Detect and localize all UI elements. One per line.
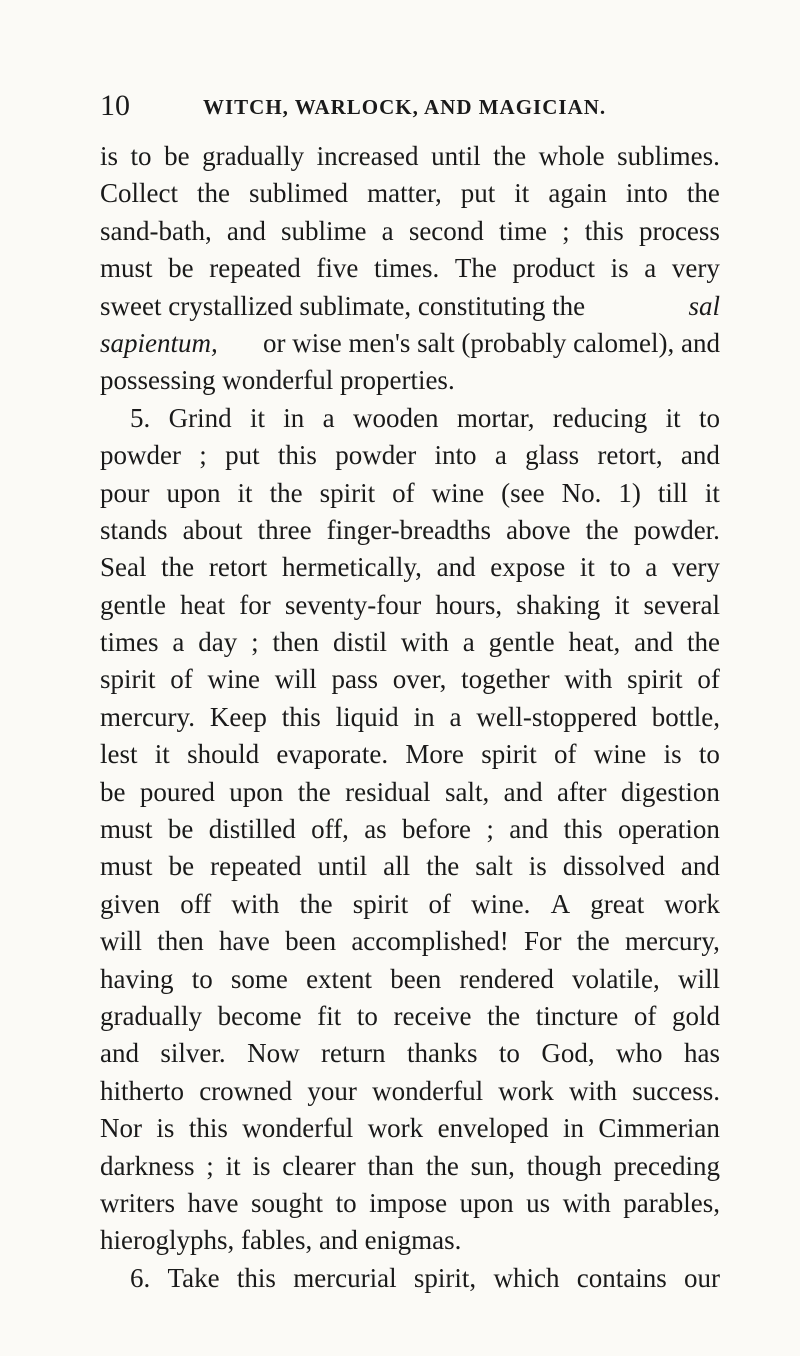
word: into [434,440,477,471]
text-line [100,661,720,698]
word: gradually [202,141,305,171]
text-line [100,1035,720,1072]
text-line [100,213,720,250]
word: which [493,1262,560,1293]
word: enveloped [437,1113,549,1144]
word: preceding [613,1150,720,1181]
word: Collect [100,178,178,209]
word: the [493,141,527,171]
word: wooden [352,402,439,433]
word: in [283,402,305,433]
word: of [428,888,451,919]
word: lest [100,739,138,770]
text-line [100,811,720,848]
word: a [381,215,394,246]
text-line [100,736,720,773]
text-line [100,1148,720,1185]
word: is [610,253,629,284]
word: the [269,477,303,508]
word: it [225,1150,241,1181]
paragraph-start [100,1260,720,1297]
italic-term: sapientum, [100,327,218,358]
word: should [187,739,260,770]
word: the [585,514,619,545]
text-segment: sweet crystallized sublimate, constituting the [100,290,586,321]
text-line [100,923,720,960]
word: to [130,141,152,171]
word: sun, [470,1150,515,1181]
word: distilled [208,814,296,845]
word: this [563,814,603,845]
word: great [590,888,645,919]
word: stands [100,514,168,545]
word: been [285,926,337,957]
word: bottle, [651,701,720,732]
word: Take [167,1262,220,1293]
word: work [367,1113,424,1144]
word: of [392,477,415,508]
word: it [249,402,265,433]
text-line: possessing wonderful properties. [100,365,455,396]
word: three [257,514,312,545]
italic-term: sal [688,290,720,321]
word: 5. [130,402,151,433]
word: Grind [168,402,232,433]
text-line [100,886,720,923]
word: till [657,477,688,508]
word: some [230,963,288,994]
word: spirit [319,477,376,508]
word: of [697,664,720,695]
word: ; [206,1150,214,1181]
word: sublimed [249,178,349,209]
word: darkness [100,1150,195,1181]
word: the [576,926,610,957]
word: the [426,851,460,882]
text-line [100,624,720,661]
text-line [100,848,720,885]
word: it [579,552,595,583]
word: and [226,215,266,246]
word: must [100,253,153,284]
word: distil [332,627,387,658]
word: several [643,589,720,620]
word: spirit [352,888,409,919]
body-text [100,138,720,1297]
word: Seal [100,552,147,583]
word: clearer [282,1150,356,1181]
word: silver. [160,1038,226,1069]
word: put [225,440,260,471]
word: will [274,664,317,695]
word: residual [345,776,431,807]
word: have [218,926,270,957]
word: work [498,1075,554,1106]
word: this [584,215,624,246]
word: a [462,627,475,658]
word: retort, [597,440,663,471]
word: with [400,627,449,658]
word: a [645,552,658,583]
word: repeated [210,851,302,882]
word: extent [306,963,373,994]
word: must [100,814,153,845]
word: heat [180,589,226,620]
word: of [633,1000,657,1031]
word: A [550,888,571,919]
text-line [100,250,720,287]
word: sublimes. [617,141,720,171]
word: will [677,963,720,994]
word: reducing [552,402,648,433]
word: wine [207,664,260,695]
word: then [157,926,204,957]
word: this [277,440,317,471]
word: wine [431,477,485,508]
word: as [364,814,387,845]
word: into [625,178,668,209]
word: to [191,963,213,994]
word: it [154,739,170,770]
word: about [182,514,243,545]
word: and [634,627,674,658]
word: More [405,739,464,770]
text-line [100,475,720,512]
word: ; [486,814,494,845]
word: sublime [281,215,367,246]
word: and [680,440,720,471]
text-line [100,1185,720,1222]
word: mercury, [624,926,720,957]
word: whole [538,141,605,171]
word: to [609,552,631,583]
text-line [100,549,720,586]
word: given [100,888,160,919]
word: be [164,141,190,171]
word: been [390,963,442,994]
text-line [100,699,720,736]
word: No. [561,477,602,508]
text-line [100,1110,720,1147]
word: wine [593,739,647,770]
word: sand-bath, [100,215,212,246]
running-title: WITCH, WARLOCK, AND MAGICIAN. [203,95,607,119]
word: salt [475,851,513,882]
word: contains [576,1262,667,1293]
word: the [299,888,333,919]
word: Nor [100,1113,142,1144]
word: be [100,776,126,807]
word: it [665,402,681,433]
word: gentle [488,627,555,658]
word: is [663,739,682,770]
word: The [454,253,497,284]
word: gold [671,1000,720,1031]
word: times [100,627,159,658]
word: ; [199,440,207,471]
word: to [498,1038,520,1069]
word: dissolved [562,851,665,882]
word: again [548,178,607,209]
paragraph-start [100,400,720,437]
word: the [425,1150,459,1181]
word: gentle [100,589,166,620]
word: until [431,141,481,171]
word: ; [562,215,570,246]
text-line [100,325,720,362]
word: having [100,963,174,994]
word: wonderful [372,1075,484,1106]
word: though [526,1150,602,1181]
word: to [356,1000,378,1031]
word: Now [247,1038,300,1069]
text-line [100,437,720,474]
text-line [100,774,720,811]
word: times. [373,253,440,284]
word: pour [100,477,150,508]
word: return [321,1038,386,1069]
word: wine. [471,888,531,919]
word: put [460,178,496,209]
word: 6. [130,1262,151,1293]
word: of [170,664,193,695]
word: to [698,739,720,770]
word: success. [632,1075,720,1106]
word: is [528,851,547,882]
word: be [168,253,194,284]
word: expose [490,552,566,583]
word: liquid [335,701,399,732]
running-head [100,88,720,124]
word: very [671,552,720,583]
word: all [383,851,411,882]
word: seventy-four [284,589,422,620]
word: mercury. [100,701,195,732]
word: a [494,440,507,471]
word: be [167,814,194,845]
word: sought [251,1187,324,1218]
word: will [100,926,143,957]
word: glass [525,440,580,471]
word: above [506,514,571,545]
word: mortar, [456,402,535,433]
word: God, [541,1038,595,1069]
word: your [307,1075,357,1106]
word: of [554,739,577,770]
word: it [514,178,530,209]
word: tincture [535,1000,619,1031]
word: with [562,1187,611,1218]
word: finger-breadths [326,514,492,545]
text-line: hieroglyphs, fables, and enigmas. [100,1225,462,1256]
word: spirit [627,664,683,695]
word: Cimmerian [598,1113,720,1144]
word: the [686,178,720,209]
word: then [272,627,320,658]
word: it [704,477,720,508]
word: 1) [618,477,641,508]
word: before [402,814,471,845]
word: hermetically, [282,552,422,583]
word: become [217,1000,302,1031]
word: is [252,1150,271,1181]
word: the [161,552,195,583]
word: our [684,1262,720,1293]
word: pass [331,664,379,695]
word: than [367,1150,415,1181]
text-line [100,998,720,1035]
word: it [614,589,630,620]
word: us [526,1187,551,1218]
word: to [335,1187,357,1218]
word: and [509,814,549,845]
word: upon [459,1187,514,1218]
word: time [498,215,547,246]
word: spirit [481,739,537,770]
word: upon [229,776,284,807]
word: the [487,1000,521,1031]
word: this [188,1113,228,1144]
word: parables, [623,1187,720,1218]
word: and [100,1038,139,1069]
word: is [100,141,119,171]
word: a [644,253,657,284]
word: and [503,776,543,807]
text-line [100,138,720,175]
word: the [297,776,331,807]
text-line [100,512,720,549]
word: operation [617,814,720,845]
word: product [512,253,595,284]
word: this [236,1262,276,1293]
word: has [683,1038,720,1069]
word: impose [369,1187,448,1218]
text-line [100,587,720,624]
word: have [187,1187,239,1218]
word: fit [317,1000,342,1031]
word: is [156,1113,175,1144]
word: who [616,1038,663,1069]
word: well-stoppered [476,701,637,732]
word: must [100,851,153,882]
word: rendered [459,963,554,994]
word: over, [392,664,447,695]
word: evaporate. [276,739,389,770]
word: process [638,215,720,246]
word: digestion [620,776,720,807]
word: the [197,178,231,209]
word: writers [100,1187,175,1218]
word: hours, [435,589,503,620]
word: very [671,253,720,284]
word: it [237,477,253,508]
word: Keep [209,701,267,732]
word: be [168,851,195,882]
word: (see [501,477,545,508]
word: spirit [100,664,156,695]
word: the [687,627,720,658]
word: volatile, [572,963,660,994]
word: with [231,888,280,919]
word: and [436,552,476,583]
word: to [698,402,720,433]
word: thanks [406,1038,478,1069]
word: together [461,664,550,695]
word: powder. [633,514,720,545]
word: and [680,851,720,882]
word: for [239,589,271,620]
word: ; [251,627,259,658]
word: powder [335,440,417,471]
word: spirit, [413,1262,477,1293]
word: until [317,851,368,882]
word: salt, [444,776,490,807]
word: a [322,402,335,433]
word: off [180,888,212,919]
word: day [198,627,238,658]
text-segment: or wise men's salt (probably calomel), and [263,327,720,358]
word: off, [311,814,349,845]
word: retort [208,552,268,583]
word: upon [166,477,221,508]
word: with [569,1075,618,1106]
word: increased [316,141,419,171]
word: matter, [367,178,442,209]
word: crowned [199,1075,293,1106]
word: work [664,888,720,919]
word: hitherto [100,1075,184,1106]
word: gradually [100,1000,202,1031]
word: second [408,215,484,246]
page-number: 10 [100,89,130,122]
word: wonderful [242,1113,354,1144]
word: in [413,701,435,732]
text-line [100,175,720,212]
word: powder [100,440,181,471]
word: this [281,701,321,732]
word: shaking [516,589,601,620]
word: five [316,253,359,284]
text-line [100,961,720,998]
word: poured [139,776,215,807]
word: repeated [209,253,301,284]
word: mercurial [293,1262,397,1293]
word: accomplished! [351,926,509,957]
word: a [172,627,185,658]
word: a [449,701,462,732]
word: with [564,664,613,695]
word: For [524,926,562,957]
text-line [100,1073,720,1110]
word: in [562,1113,584,1144]
word: heat, [568,627,621,658]
word: receive [393,1000,472,1031]
word: after [557,776,607,807]
text-line [100,288,720,325]
